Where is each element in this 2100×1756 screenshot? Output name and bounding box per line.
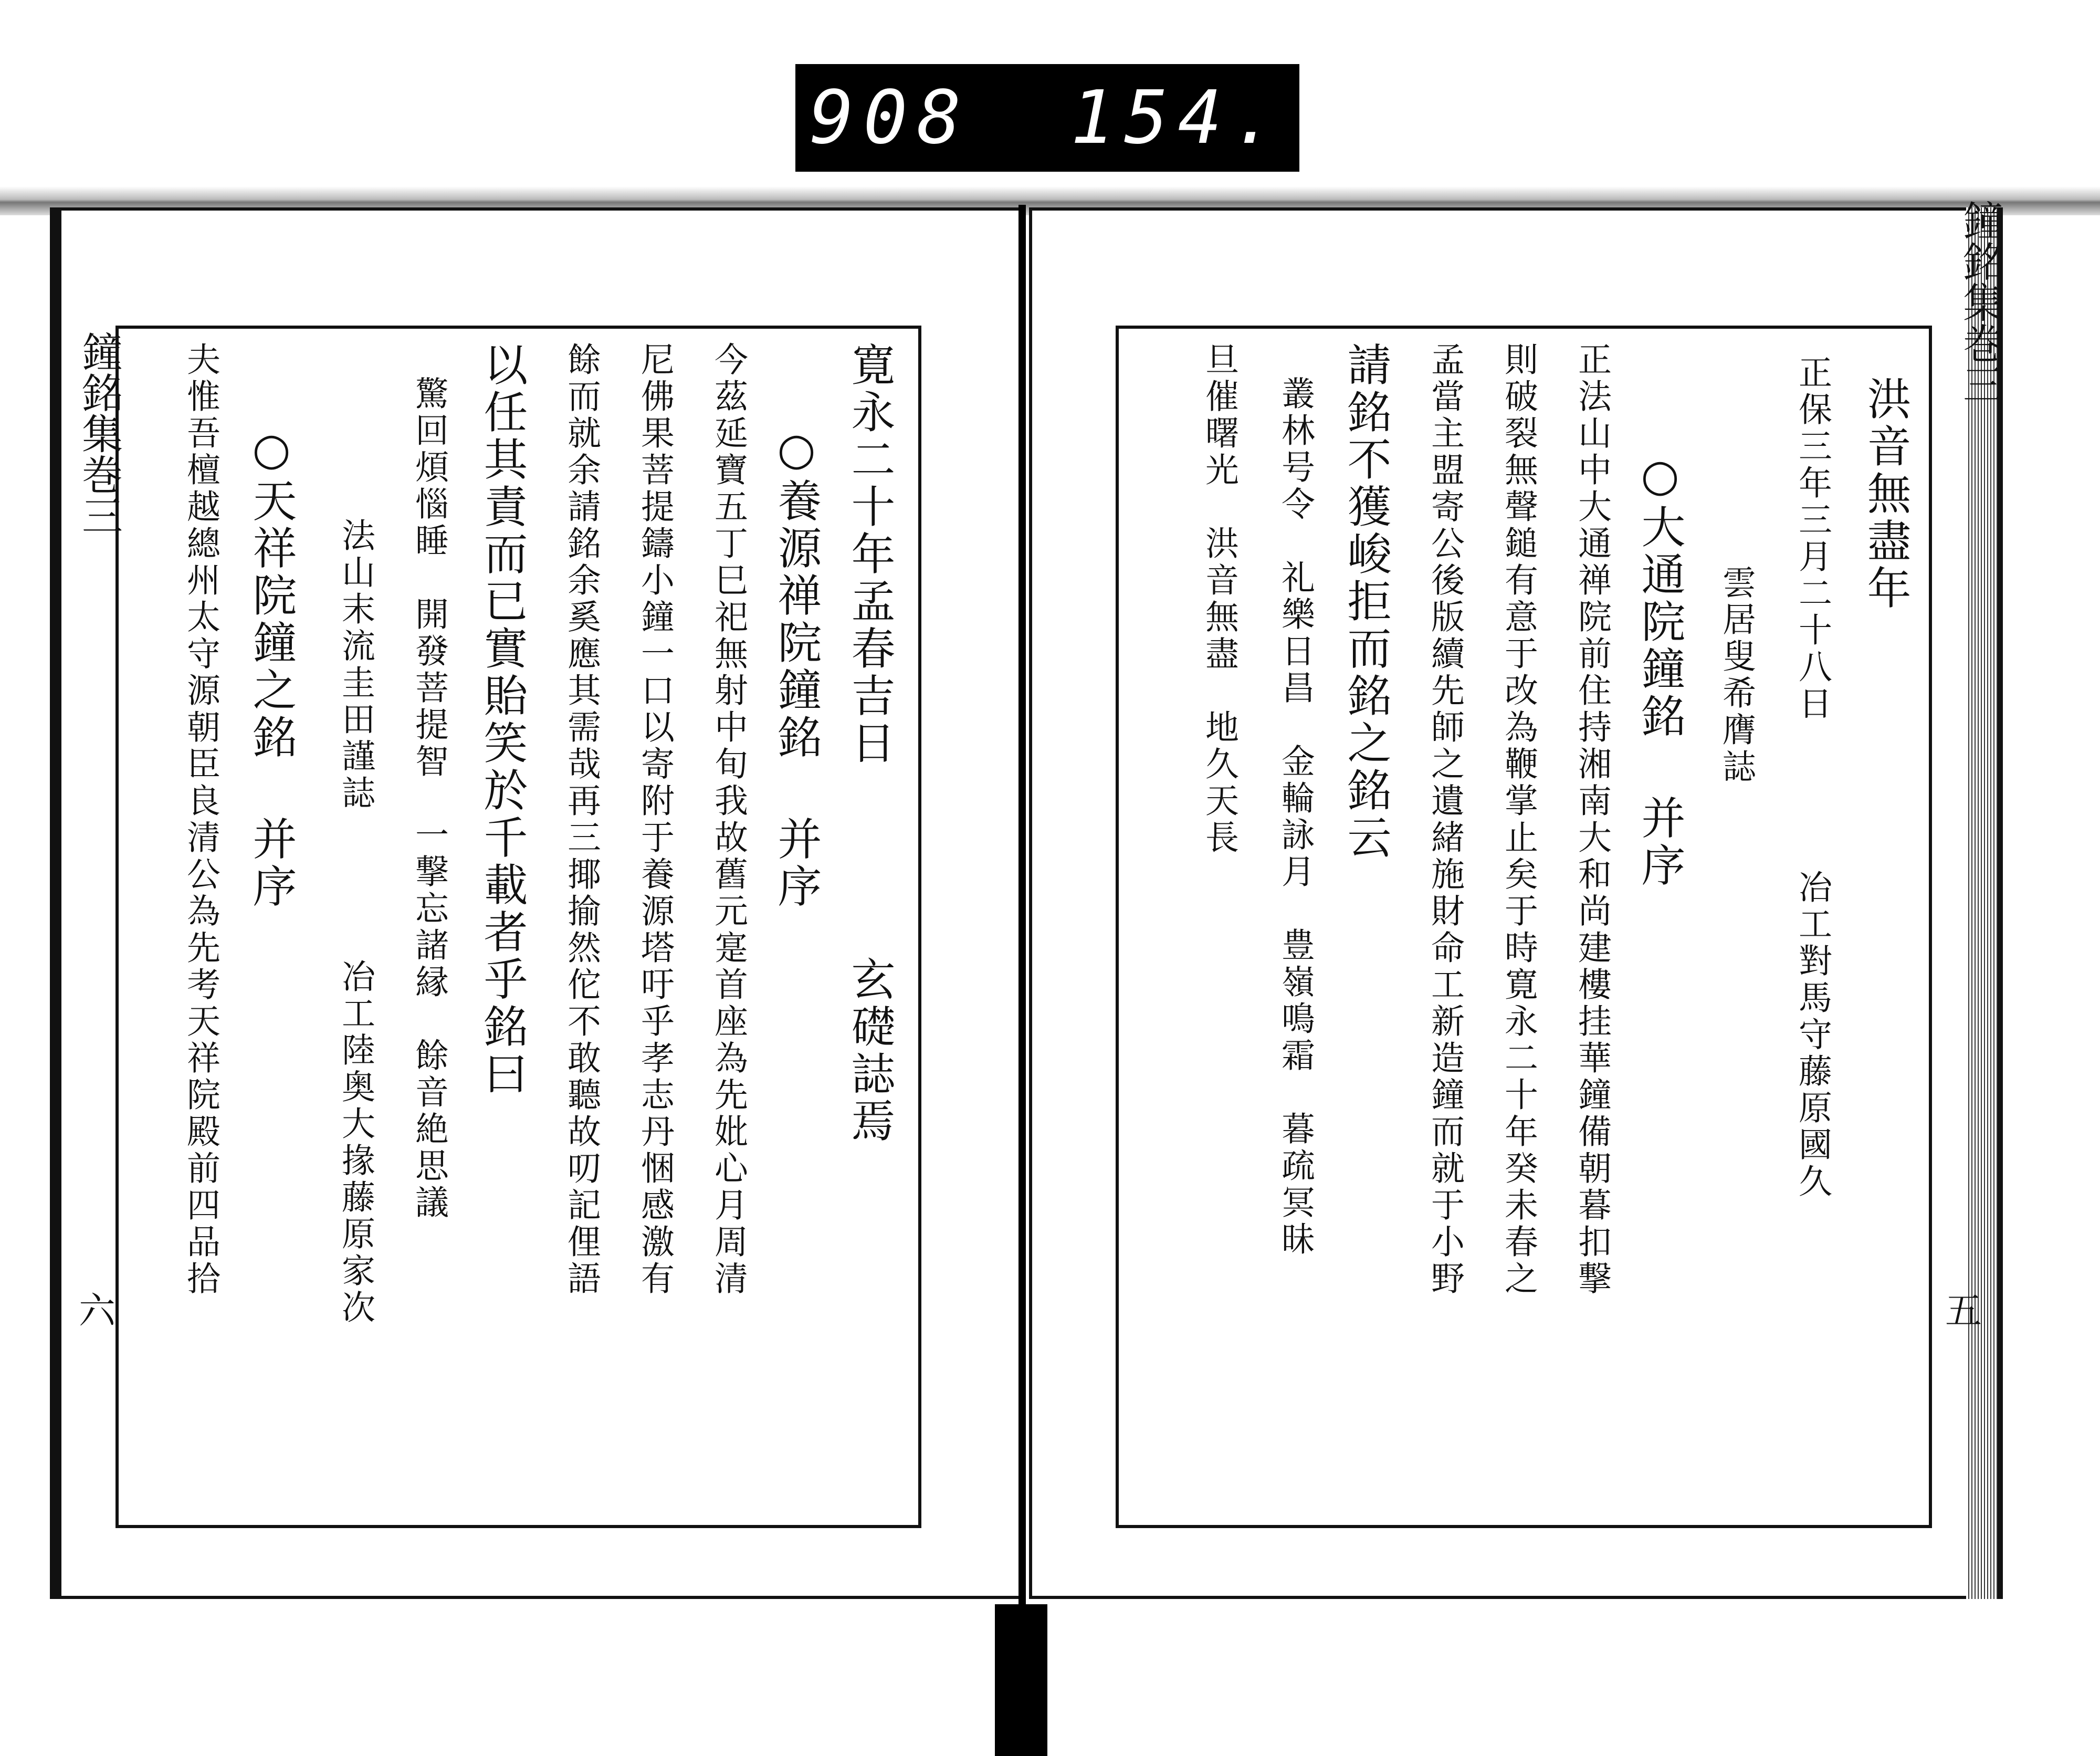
text-column: 法山末流圭田謹誌 冶工陸奥大掾藤原家次: [336, 518, 375, 1326]
left-text-frame: [116, 326, 921, 1528]
text-column: 雲居叟希膺誌: [1717, 565, 1756, 786]
text-column: 驚回煩惱睡 開發菩提智 一撃忘諸縁 餘音絶思議: [410, 376, 448, 1221]
reel-number: 908: [809, 75, 971, 161]
text-column: 孟當主盟寄公後版續先師之遺緒施財命工新造鐘而就于小野: [1425, 342, 1464, 1298]
text-column: ○天祥院鐘之銘 并序: [246, 423, 297, 911]
right-text-frame: [1116, 326, 1932, 1528]
text-column: ○養源禅院鐘銘 并序: [771, 423, 822, 911]
text-column: 餘而就余請銘余奚應其需哉再三揶揄然佗不敢聽故叨記俚語: [562, 342, 601, 1298]
text-column: 旦催曙光 洪音無盡 地久天長: [1200, 342, 1238, 856]
frame-number: 154.: [1070, 75, 1286, 161]
text-column: 正保三年三月二十八日 冶工對馬守藤原國久: [1793, 355, 1832, 1200]
left-margin-title: 鐘銘集巻三: [75, 331, 122, 536]
text-column: 叢林号令 礼樂日昌 金輪詠月 豊嶺鳴霜 暮疏冥昧: [1276, 376, 1315, 1258]
book-spine: [1018, 205, 1026, 1754]
text-column: 尼佛果菩提鑄小鐘一口以寄附于養源塔吁乎孝志丹悃感激有: [635, 342, 674, 1298]
text-column: 則破裂無聲鎚有意于改為鞭掌止矣于時寛永二十年癸未春之: [1499, 342, 1538, 1298]
text-column: 以任其責而已實貽笑於千載者乎銘曰: [477, 342, 528, 1098]
page-edges: [1966, 207, 1998, 1599]
archive-label: [795, 64, 1299, 172]
right-margin-title: 鐘銘集巻三: [1956, 200, 2003, 404]
text-column: 洪音無盡年: [1860, 376, 1912, 612]
text-column: 正法山中大通禅院前住持湘南大和尚建樓挂華鐘備朝暮扣撃: [1572, 342, 1611, 1298]
text-column: 請銘不獲峻拒而銘之銘云: [1340, 342, 1392, 862]
right-folio: 五: [1945, 1289, 1982, 1332]
text-column: ○大通院鐘銘 并序: [1634, 450, 1686, 890]
text-column: 寛永二十年孟春吉日 玄礎誌焉: [844, 342, 896, 1145]
text-column: 夫惟吾檀越總州太守源朝臣良清公為先考天祥院殿前四品拾: [181, 342, 220, 1298]
text-column: 今茲延寶五丁巳祀無射中旬我故舊元寔首座為先妣心月周清: [709, 342, 748, 1298]
left-folio: 六: [79, 1289, 116, 1332]
spine-shadow: [995, 1604, 1047, 1756]
